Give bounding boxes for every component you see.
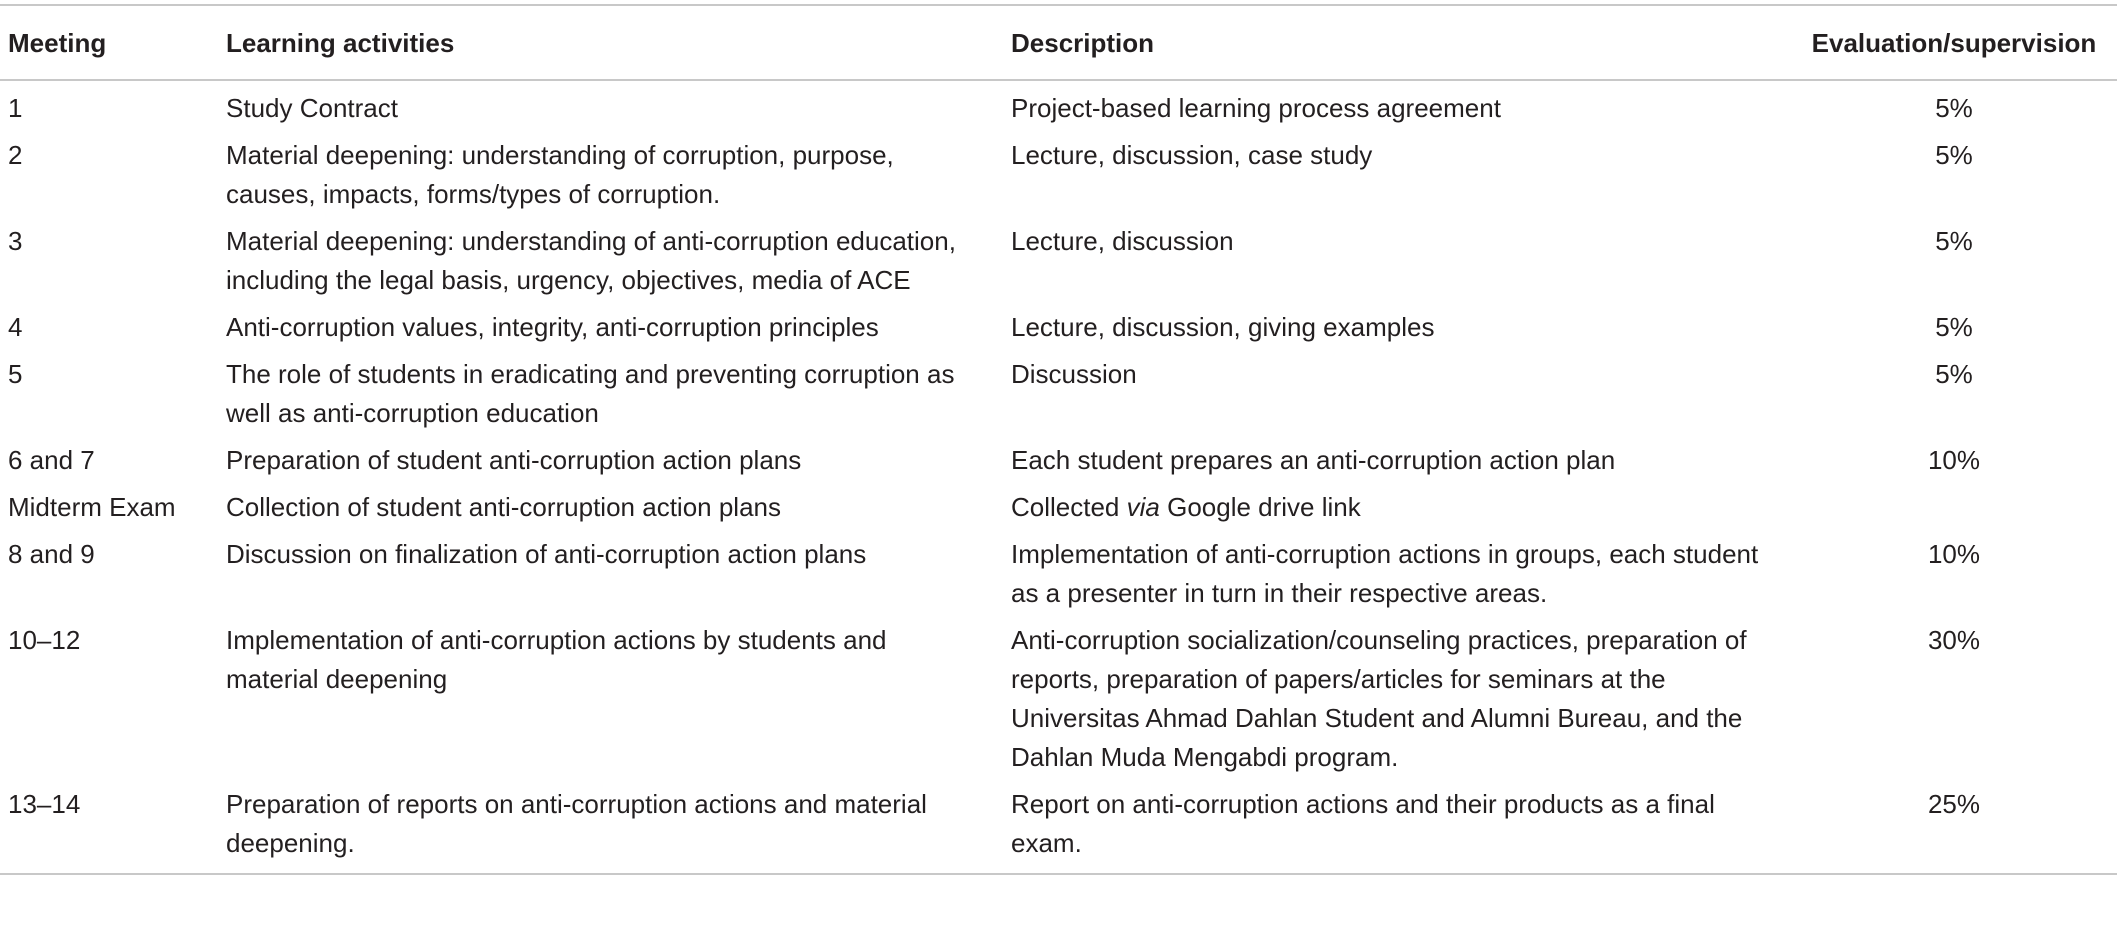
table-row xyxy=(0,130,2117,216)
table-header xyxy=(0,5,2117,80)
cell-activity: Implementation of anti-corruption actions by students and material deepening xyxy=(226,625,887,694)
cell-evaluation: 5% xyxy=(1935,93,1973,123)
table-row xyxy=(0,80,2117,130)
table-row xyxy=(0,216,2117,302)
table-row xyxy=(0,615,2117,779)
table-row xyxy=(0,482,2117,529)
cell-meeting: 5 xyxy=(8,359,23,389)
table-row xyxy=(0,779,2117,874)
header-learning-activities: Learning activities xyxy=(226,28,455,58)
description-text-italic: via xyxy=(1126,492,1160,522)
cell-activity: Study Contract xyxy=(226,93,398,123)
cell-evaluation: 5% xyxy=(1935,359,1973,389)
cell-description: Project-based learning process agreement xyxy=(1011,93,1501,123)
table-row xyxy=(0,435,2117,482)
cell-evaluation: 5% xyxy=(1935,312,1973,342)
cell-meeting: 1 xyxy=(8,93,23,123)
cell-meeting: 13–14 xyxy=(8,789,81,819)
cell-meeting: 8 and 9 xyxy=(8,539,95,569)
cell-evaluation: 25% xyxy=(1927,789,1981,819)
cell-meeting: 2 xyxy=(8,140,23,170)
cell-activity: Preparation of reports on anti-corruption actions and material deepening. xyxy=(226,789,927,858)
table-row xyxy=(0,302,2117,349)
cell-evaluation: 5% xyxy=(1935,140,1973,170)
cell-evaluation: 30% xyxy=(1927,625,1981,655)
cell-meeting: 4 xyxy=(8,312,23,342)
header-evaluation: Evaluation/supervision xyxy=(1811,28,2097,58)
cell-description: Discussion xyxy=(1011,359,1137,389)
cell-activity: Material deepening: understanding of corruption, purpose, causes, impacts, forms/types of corruption. xyxy=(226,140,894,209)
cell-meeting: 6 and 7 xyxy=(8,445,95,475)
table-row xyxy=(0,349,2117,435)
header-description: Description xyxy=(1011,28,1155,58)
cell-activity: Preparation of student anti-corruption action plans xyxy=(226,445,802,475)
cell-evaluation xyxy=(1791,482,2117,529)
learning-activities-table-wrapper xyxy=(0,4,2117,875)
cell-description xyxy=(1011,482,1791,529)
cell-description: Implementation of anti-corruption actions in groups, each student as a presenter in turn in their respective areas. xyxy=(1011,539,1759,608)
cell-activity: The role of students in eradicating and preventing corruption as well as anti-corruption education xyxy=(226,359,955,428)
learning-activities-table xyxy=(0,4,2117,875)
cell-meeting: 3 xyxy=(8,226,23,256)
cell-description: Lecture, discussion xyxy=(1011,226,1234,256)
cell-description: Lecture, discussion, giving examples xyxy=(1011,312,1435,342)
cell-activity: Anti-corruption values, integrity, anti-corruption principles xyxy=(226,312,879,342)
cell-activity: Discussion on finalization of anti-corruption action plans xyxy=(226,539,867,569)
table-row xyxy=(0,529,2117,615)
cell-description: Anti-corruption socialization/counseling practices, preparation of reports, preparation of papers/articles for seminars at the Universitas Ahmad Dahlan Student and Alumni Bureau, and the Dahlan Muda Mengabdi program. xyxy=(1011,625,1747,772)
cell-meeting: 10–12 xyxy=(8,625,81,655)
description-text-post: Google drive link xyxy=(1159,492,1361,522)
cell-meeting: Midterm Exam xyxy=(8,492,176,522)
cell-description: Each student prepares an anti-corruption action plan xyxy=(1011,445,1616,475)
cell-activity: Material deepening: understanding of anti-corruption education, including the legal basis, urgency, objectives, media of ACE xyxy=(226,226,956,295)
header-row xyxy=(0,5,2117,80)
cell-evaluation: 10% xyxy=(1927,445,1981,475)
cell-description: Report on anti-corruption actions and their products as a final exam. xyxy=(1011,789,1715,858)
cell-activity: Collection of student anti-corruption action plans xyxy=(226,492,781,522)
table-body xyxy=(0,80,2117,874)
cell-evaluation: 5% xyxy=(1935,226,1973,256)
cell-description: Lecture, discussion, case study xyxy=(1011,140,1373,170)
cell-evaluation: 10% xyxy=(1927,539,1981,569)
header-meeting: Meeting xyxy=(8,28,107,58)
description-text-pre: Collected xyxy=(1011,492,1127,522)
